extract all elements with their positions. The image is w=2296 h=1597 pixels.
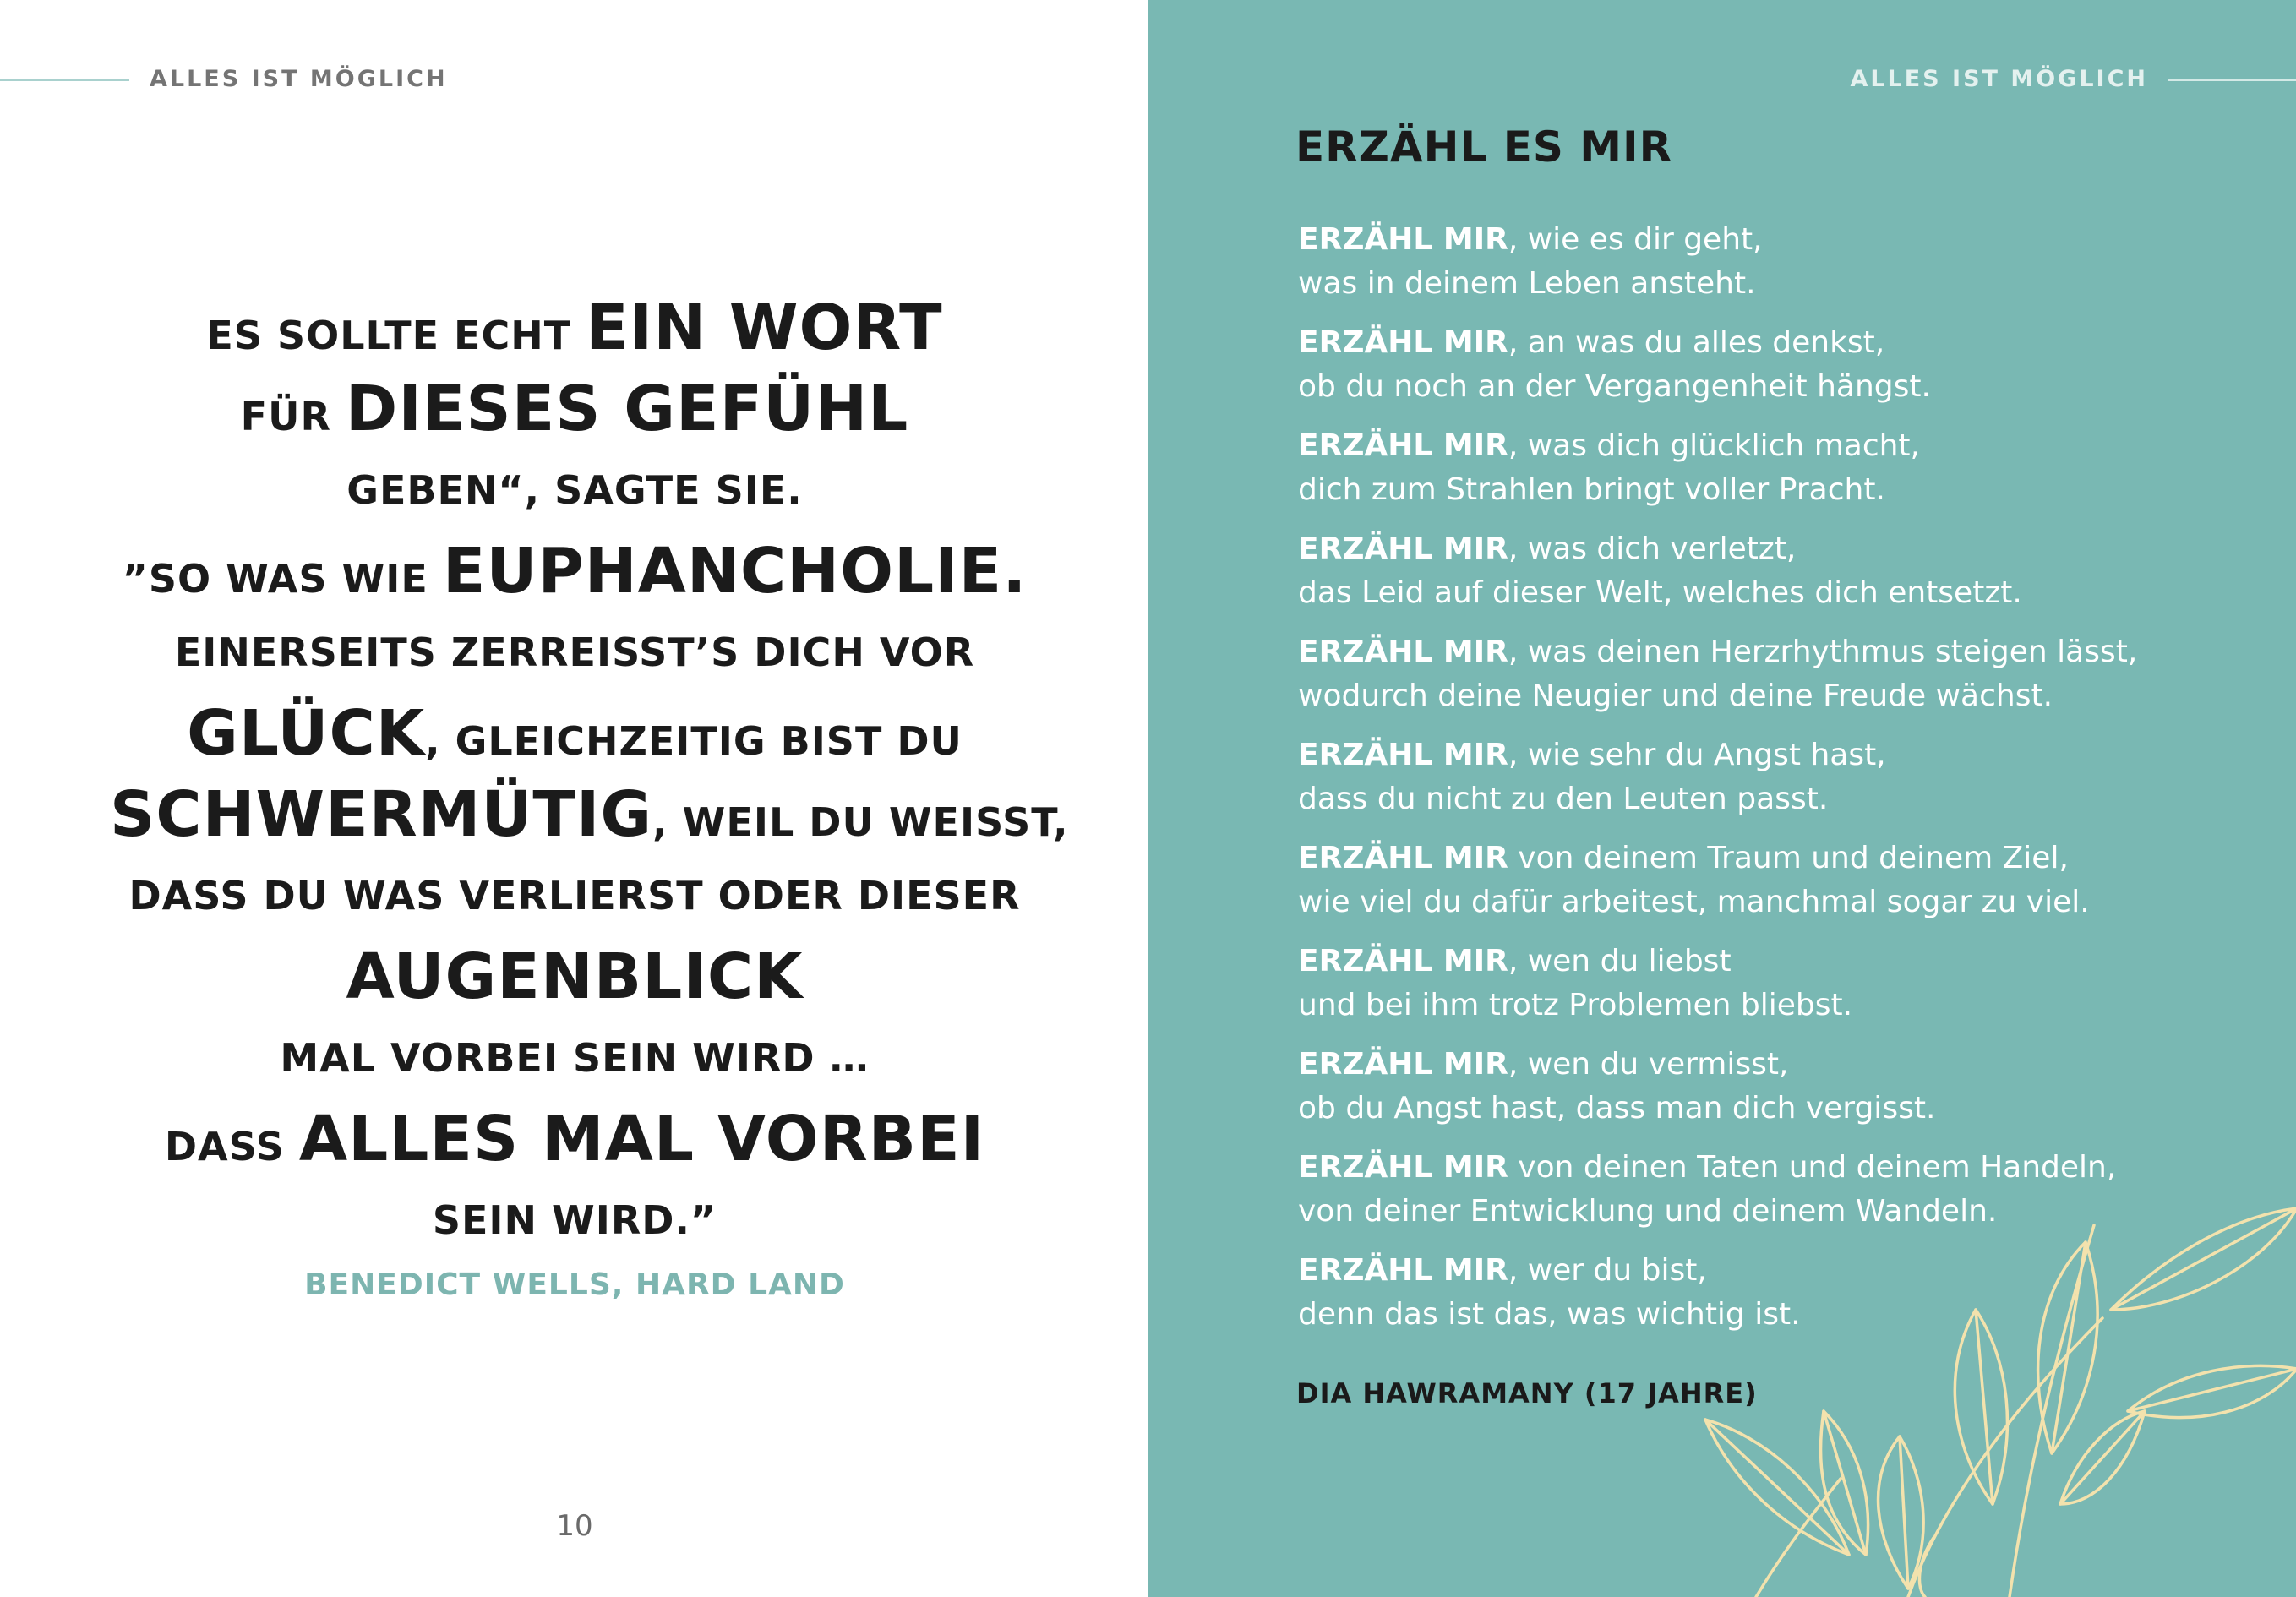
- stanza-line-1: , was dich glücklich macht,: [1508, 428, 1920, 463]
- stanza-lead: ERZÄHL MIR: [1298, 325, 1508, 360]
- stanza-line-2: und bei ihm trotz Problemen bliebst.: [1298, 988, 1853, 1022]
- stanza-line-1: , wen du vermisst,: [1508, 1047, 1789, 1082]
- leaf-stem-icon: [1756, 1225, 2102, 1597]
- stanza-line-1: , wie es dir geht,: [1508, 222, 1763, 257]
- quote-emphasis: ALLES MAL VORBEI: [298, 1103, 985, 1175]
- poem-stanza: [1298, 424, 2143, 512]
- header-rule: [2168, 79, 2296, 81]
- poem-stanza: [1298, 527, 2143, 615]
- stanza-line-2: wodurch deine Neugier und deine Freude wächst.: [1298, 679, 2053, 713]
- stanza-lead: ERZÄHL MIR: [1298, 428, 1508, 463]
- stanza-line-2: was in deinem Leben ansteht.: [1298, 266, 1756, 301]
- poem-stanzas: [1298, 218, 2143, 1352]
- stanza-line-2: denn das ist das, was wichtig ist.: [1298, 1297, 1801, 1332]
- stanza-line-2: von deiner Entwicklung und deinem Wandeln.: [1298, 1194, 1998, 1229]
- poem-author: DIA HAWRAMANY (17 JAHRE): [1296, 1377, 1758, 1409]
- stanza-line-2: ob du Angst hast, dass man dich vergisst.: [1298, 1091, 1936, 1126]
- quote-text: EINERSEITS ZERREISST’S DICH VOR: [174, 630, 975, 675]
- quote-text: ”SO WAS WIE: [122, 556, 443, 602]
- poem-stanza: [1298, 940, 2143, 1027]
- poem-stanza: [1298, 218, 2143, 306]
- stanza-lead: ERZÄHL MIR: [1298, 635, 1508, 669]
- quote-emphasis: GLÜCK: [187, 697, 426, 770]
- header-rule: [0, 79, 129, 81]
- quote-text: FÜR: [240, 394, 346, 439]
- poem-stanza: [1298, 321, 2143, 409]
- quote-text: SEIN WIRD.”: [432, 1197, 717, 1243]
- stanza-line-1: , was deinen Herzrhythmus steigen lässt,: [1508, 635, 2138, 669]
- stanza-line-1: von deinem Traum und deinem Ziel,: [1508, 841, 2069, 875]
- quote-text: , GLEICHZEITIG BIST DU: [425, 718, 963, 764]
- stanza-line-1: , wer du bist,: [1508, 1253, 1707, 1288]
- stanza-line-2: ob du noch an der Vergangenheit hängst.: [1298, 369, 1931, 404]
- page-number: 10: [556, 1509, 593, 1543]
- stanza-lead: ERZÄHL MIR: [1298, 531, 1508, 566]
- stanza-line-2: wie viel du dafür arbeitest, manchmal sogar zu viel.: [1298, 885, 2090, 919]
- poem-stanza: [1298, 1043, 2143, 1131]
- poem-title: ERZÄHL ES MIR: [1295, 123, 1673, 172]
- poem-stanza: [1298, 837, 2143, 924]
- stanza-line-1: , was dich verletzt,: [1508, 531, 1797, 566]
- stanza-line-2: das Leid auf dieser Welt, welches dich entsetzt.: [1298, 575, 2022, 610]
- quote-line: [110, 450, 1039, 531]
- running-head-right: ALLES IST MÖGLICH: [1850, 66, 2148, 92]
- quote-line: [110, 936, 1039, 1017]
- stanza-lead: ERZÄHL MIR: [1298, 841, 1508, 875]
- running-head-left: ALLES IST MÖGLICH: [150, 66, 448, 92]
- stanza-lead: ERZÄHL MIR: [1298, 1047, 1508, 1082]
- poem-stanza: [1298, 630, 2143, 718]
- quote-emphasis: AUGENBLICK: [346, 940, 804, 1013]
- quote-emphasis: DIESES GEFÜHL: [345, 373, 909, 445]
- right-page: [1148, 0, 2296, 1597]
- stanza-line-1: , wie sehr du Angst hast,: [1508, 738, 1886, 772]
- stanza-lead: ERZÄHL MIR: [1298, 738, 1508, 772]
- stanza-lead: ERZÄHL MIR: [1298, 1253, 1508, 1288]
- stanza-line-2: dass du nicht zu den Leuten passt.: [1298, 782, 1829, 816]
- stanza-line-1: , an was du alles denkst,: [1508, 325, 1885, 360]
- quote-block: [110, 287, 1069, 1261]
- quote-line: [110, 693, 1039, 774]
- quote-text: DASS: [164, 1124, 299, 1169]
- quote-attribution: BENEDICT WELLS, HARD LAND: [304, 1267, 845, 1302]
- quote-line: [110, 774, 1069, 855]
- poem-stanza: [1298, 733, 2143, 821]
- quote-text: DASS DU WAS VERLIERST ODER DIESER: [128, 873, 1021, 918]
- quote-text: ES SOLLTE ECHT: [206, 313, 586, 358]
- stanza-lead: ERZÄHL MIR: [1298, 222, 1508, 257]
- quote-emphasis: EIN WORT: [586, 292, 943, 364]
- stanza-lead: ERZÄHL MIR: [1298, 944, 1508, 978]
- quote-line: [110, 1098, 1039, 1180]
- quote-line: [110, 1180, 1039, 1261]
- quote-text: MAL VORBEI SEIN WIRD …: [280, 1035, 870, 1081]
- quote-text: , WEIL DU WEISST,: [652, 799, 1069, 845]
- quote-text: GEBEN“, SAGTE SIE.: [346, 467, 803, 513]
- leaf-branch-illustration: [1655, 1200, 2296, 1597]
- quote-line: [110, 531, 1039, 612]
- quote-line: [110, 287, 1039, 368]
- quote-line: [110, 368, 1039, 450]
- quote-emphasis: EUPHANCHOLIE.: [442, 535, 1028, 608]
- quote-line: [110, 1017, 1039, 1098]
- stanza-line-1: von deinen Taten und deinem Handeln,: [1508, 1150, 2117, 1185]
- stanza-line-1: , wen du liebst: [1508, 944, 1732, 978]
- quote-emphasis: SCHWERMÜTIG: [110, 778, 653, 851]
- quote-line: [110, 612, 1039, 693]
- stanza-lead: ERZÄHL MIR: [1298, 1150, 1508, 1185]
- quote-line: [110, 855, 1039, 936]
- stanza-line-2: dich zum Strahlen bringt voller Pracht.: [1298, 472, 1885, 507]
